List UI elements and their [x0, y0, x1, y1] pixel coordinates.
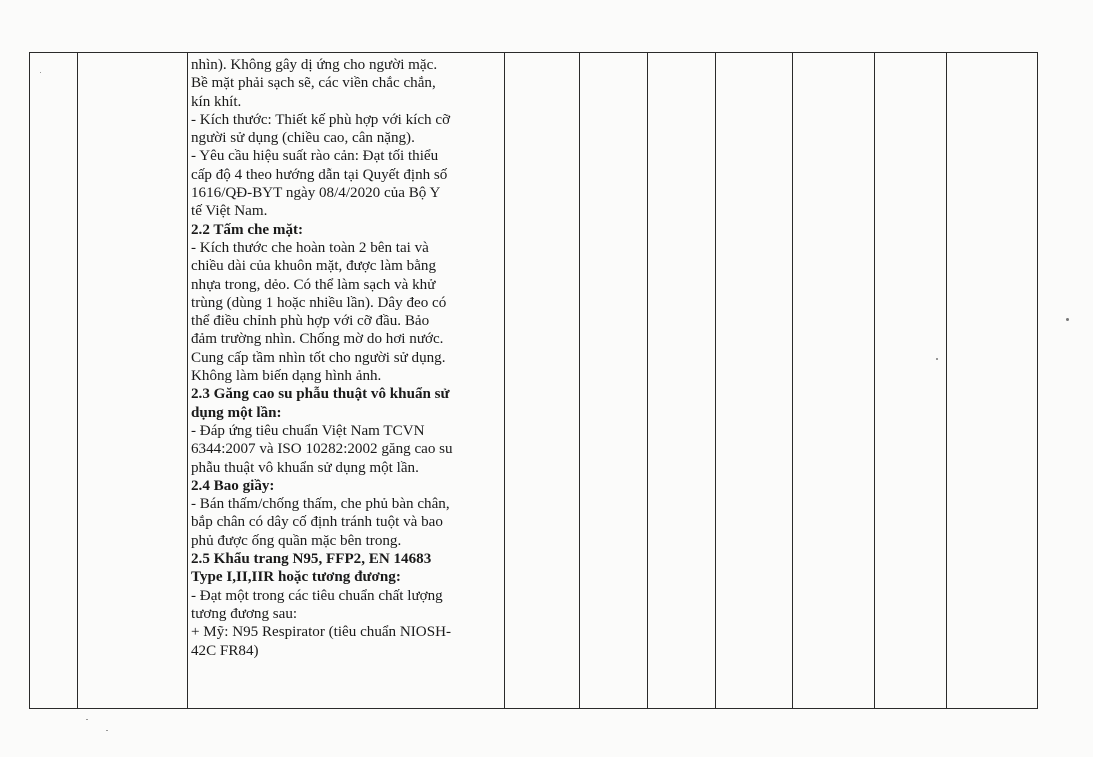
spec-text-line: + Mỹ: N95 Respirator (tiêu chuẩn NIOSH- — [191, 624, 452, 641]
spec-text-line: trùng (dùng 1 hoặc nhiều lần). Dây đeo có — [191, 294, 447, 311]
spec-text-line: Không làm biến dạng hình ảnh. — [191, 368, 382, 385]
column-divider — [579, 53, 580, 708]
spec-text-line: Bề mặt phải sạch sẽ, các viền chắc chắn, — [191, 75, 436, 92]
section-heading-line: 2.3 Găng cao su phẫu thuật vô khuẩn sử — [191, 386, 450, 403]
spec-text-line: người sử dụng (chiều cao, cân nặng). — [191, 130, 415, 147]
scan-speck — [1066, 318, 1069, 321]
spec-text-line: cấp độ 4 theo hướng dẫn tại Quyết định số — [191, 166, 448, 183]
section-heading-line: 2.2 Tấm che mặt: — [191, 221, 304, 238]
spec-text-line: tương đương sau: — [191, 605, 298, 622]
specification-cell-text — [191, 56, 503, 660]
scan-speck — [86, 719, 88, 720]
spec-text-line: chiều dài của khuôn mặt, được làm bằng — [191, 258, 437, 275]
spec-text-line: phẫu thuật vô khuẩn sử dụng một lần. — [191, 459, 419, 476]
column-divider — [77, 53, 78, 708]
scan-speck — [936, 358, 938, 360]
spec-text-line: phủ được ống quần mặc bên trong. — [191, 532, 402, 549]
section-heading-line: dụng một lần: — [191, 404, 282, 421]
spec-text-line: 1616/QĐ-BYT ngày 08/4/2020 của Bộ Y — [191, 185, 441, 202]
column-divider — [647, 53, 648, 708]
spec-text-line: bắp chân có dây cố định tránh tuột và bao — [191, 514, 443, 531]
scan-speck — [106, 730, 108, 731]
spec-text-line: nhựa trong, dẻo. Có thể làm sạch và khử — [191, 276, 436, 293]
spec-text-line: - Bán thấm/chống thấm, che phủ bàn chân, — [191, 496, 450, 513]
column-divider — [792, 53, 793, 708]
section-heading-line: 2.4 Bao giầy: — [191, 477, 275, 494]
spec-text-line: đảm trường nhìn. Chống mờ do hơi nước. — [191, 331, 444, 348]
spec-text-line: - Kích thước: Thiết kế phù hợp với kích cỡ — [191, 111, 451, 128]
section-heading-line: Type I,II,IIR hoặc tương đương: — [191, 569, 401, 586]
scan-speck — [40, 72, 41, 73]
column-divider — [187, 53, 188, 708]
spec-text-line: - Đạt một trong các tiêu chuẩn chất lượng — [191, 587, 443, 604]
column-divider — [504, 53, 505, 708]
spec-text-line: - Đáp ứng tiêu chuẩn Việt Nam TCVN — [191, 422, 425, 439]
spec-text-line: thể điều chỉnh phù hợp với cỡ đầu. Bảo — [191, 313, 430, 330]
spec-text-line: tế Việt Nam. — [191, 203, 268, 220]
spec-text-line: - Kích thước che hoàn toàn 2 bên tai và — [191, 239, 429, 256]
spec-text-line: 42C FR84) — [191, 642, 259, 659]
spec-text-line: kín khít. — [191, 93, 242, 110]
spec-table — [29, 52, 1038, 709]
column-divider — [874, 53, 875, 708]
column-divider — [946, 53, 947, 708]
spec-text-line: nhìn). Không gây dị ứng cho người mặc. — [191, 57, 438, 73]
spec-text-line: 6344:2007 và ISO 10282:2002 găng cao su — [191, 441, 453, 458]
spec-text-line: - Yêu cầu hiệu suất rào cản: Đạt tối thiểu — [191, 148, 439, 165]
section-heading-line: 2.5 Khẩu trang N95, FFP2, EN 14683 — [191, 551, 432, 568]
spec-text-line: Cung cấp tầm nhìn tốt cho người sử dụng. — [191, 349, 446, 366]
column-divider — [715, 53, 716, 708]
